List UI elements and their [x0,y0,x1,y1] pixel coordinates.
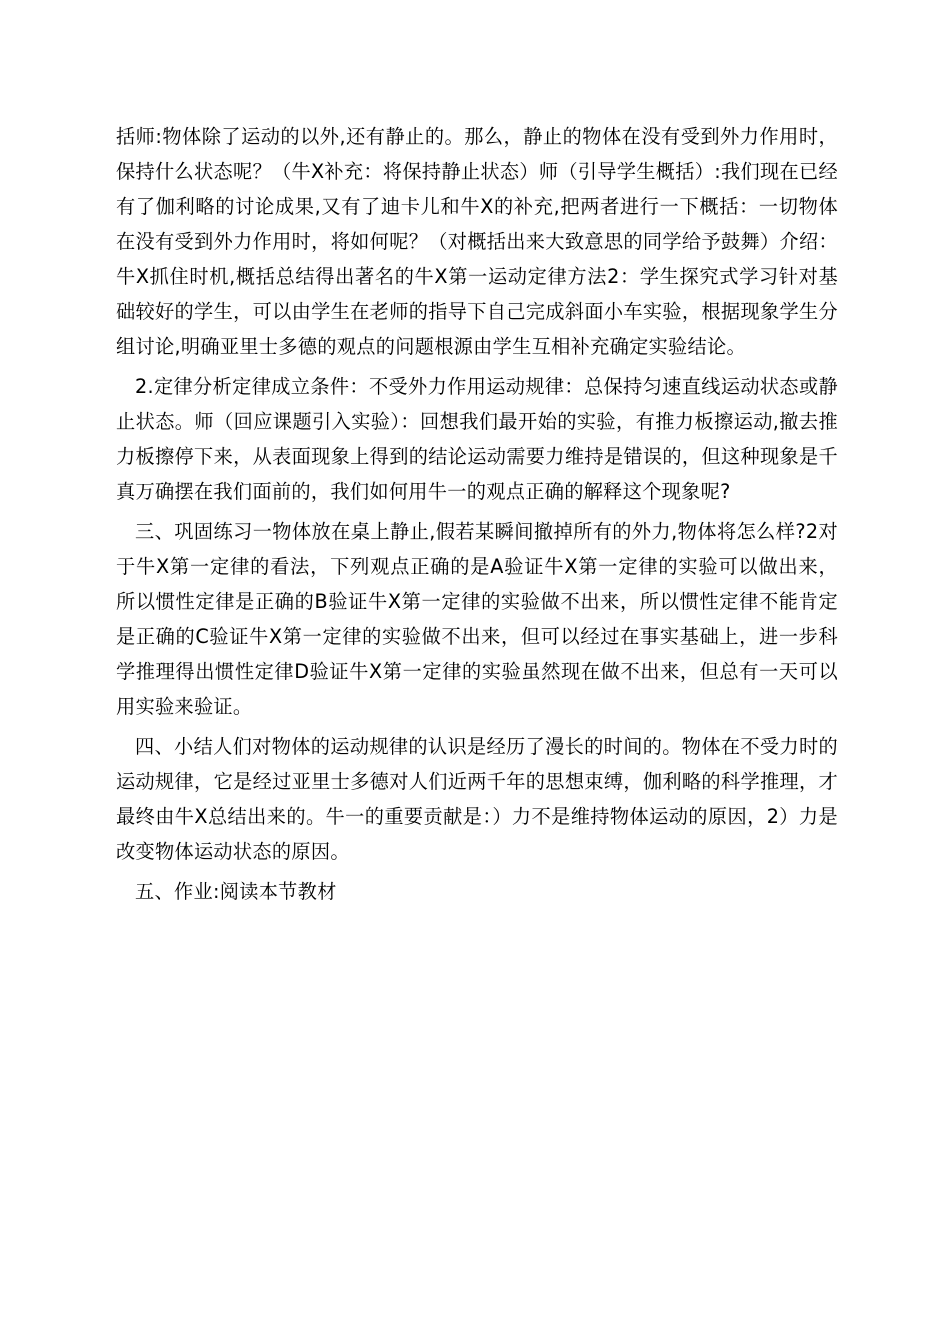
paragraph-summary: 四、小结人们对物体的运动规律的认识是经历了漫长的时间的。物体在不受力时的运动规律，它是经过亚里士多德对人们近两千年的思想束缚，伽利略的科学推理，才最终由牛X总结出来的。牛一的重要贡献是：）力不是维持物体运动的原因，2）力是改变物体运动状态的原因。 [116,735,838,863]
document-body [116,119,838,914]
paragraph-homework: 五、作业:阅读本节教材 [135,880,337,903]
paragraph-law-analysis: 2.定律分析定律成立条件：不受外力作用运动规律：总保持匀速直线运动状态或静止状态。师（回应课题引入实验）：回想我们最开始的实验，有推力板擦运动,撤去推力板擦停下来，从表面现象上得到的结论运动需要力维持是错误的，但这种现象是千真万确摆在我们面前的，我们如何用牛一的观点正确的解释这个现象呢? [116,375,838,503]
paragraph-practice: 三、巩固练习一物体放在桌上静止,假若某瞬间撤掉所有的外力,物体将怎么样?2对于牛X第一定律的看法，下列观点正确的是A验证牛X第一定律的实验可以做出来，所以惯性定律是正确的B验证牛X第一定律的实验做不出来，所以惯性定律不能肯定是正确的C验证牛X第一定律的实验做不出来，但可以经过在事实基础上，进一步科学推理得出惯性定律D验证牛X第一定律的实验虽然现在做不出来，但总有一天可以用实验来验证。 [116,520,838,718]
paragraph-teaching-summary: 括师:物体除了运动的以外,还有静止的。那么，静止的物体在没有受到外力作用时，保持什么状态呢？（牛X补充：将保持静止状态）师（引导学生概括）:我们现在已经有了伽利略的讨论成果,又有了迪卡儿和牛X的补充,把两者进行一下概括：一切物体在没有受到外力作用时，将如何呢？（对概括出来大致意思的同学给予鼓舞）介绍：牛X抓住时机,概括总结得出著名的牛X第一运动定律方法2：学生探究式学习针对基础较好的学生，可以由学生在老师的指导下自己完成斜面小车实验，根据现象学生分组讨论,明确亚里士多德的观点的问题根源由学生互相补充确定实验结论。 [116,125,838,358]
